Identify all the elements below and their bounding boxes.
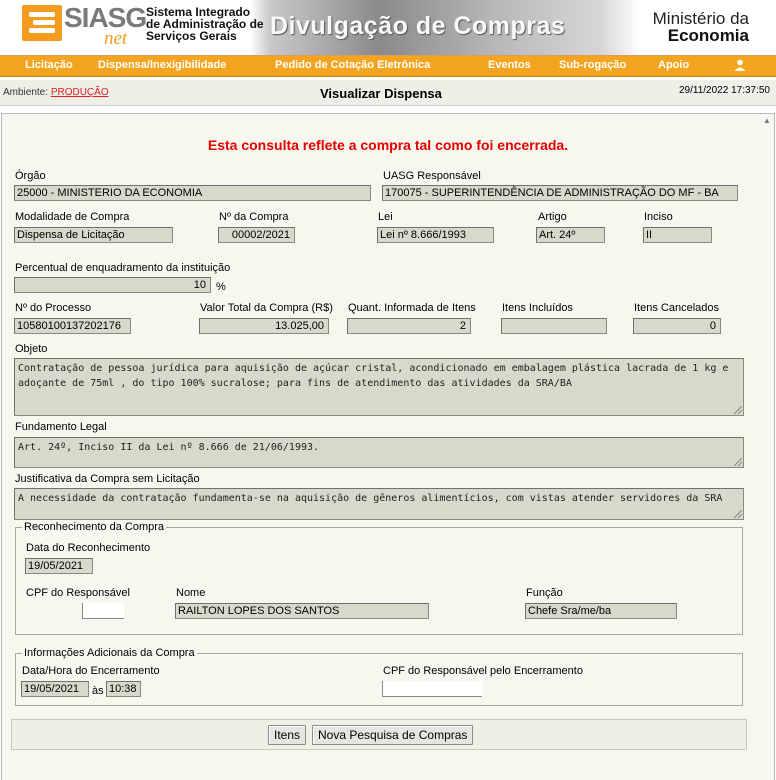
modalidade-label: Modalidade de Compra — [15, 211, 130, 223]
main-nav — [0, 56, 776, 77]
uasg-label: UASG Responsável — [383, 170, 481, 182]
datahora-encerramento-label: Data/Hora do Encerramento — [22, 665, 160, 677]
objeto-label: Objeto — [15, 343, 48, 355]
processo-label: Nº do Processo — [15, 302, 92, 314]
environment-label: Ambiente: — [3, 87, 49, 98]
as-label: às — [92, 685, 104, 697]
inciso-label: Inciso — [644, 211, 673, 223]
itens-cancelados-label: Itens Cancelados — [634, 302, 719, 314]
ministry-name-line1: Ministério da — [652, 9, 749, 28]
valor-total-field: 13.025,00 — [199, 318, 329, 334]
objeto-text: Contratação de pessoa jurídica para aquisição de açúcar cristal, acondicionado em embalagem plástica lacrada de 1 kg e adoçante de 75ml , do tipo 100% sucralose; para fins de atendimento das atividades da SRA/BA — [18, 363, 729, 389]
processo-field: 10580100137202176 — [14, 318, 131, 334]
justificativa-textarea[interactable] — [14, 488, 744, 520]
ministry-name-line2: Economia — [667, 26, 749, 45]
nav-sub-rogacao[interactable]: Sub-rogação — [559, 59, 627, 71]
nav-pedido-cotacao[interactable]: Pedido de Cotação Eletrônica — [275, 59, 431, 71]
valor-total-label: Valor Total da Compra (R$) — [200, 302, 333, 314]
lei-field: Lei nº 8.666/1993 — [377, 227, 494, 243]
cpf-encerramento-field — [382, 681, 482, 697]
percent-unit: % — [216, 281, 226, 293]
environment-indicator — [3, 87, 109, 98]
itens-incluidos-label: Itens Incluídos — [502, 302, 573, 314]
scroll-up-icon[interactable]: ▲ — [763, 116, 771, 125]
adicionais-fieldset — [15, 653, 743, 706]
itens-button[interactable]: Itens — [268, 725, 306, 745]
nav-eventos[interactable]: Eventos — [488, 59, 531, 71]
cpf-responsavel-label: CPF do Responsável — [26, 587, 130, 599]
nova-pesquisa-button[interactable]: Nova Pesquisa de Compras — [312, 725, 473, 745]
resize-grip-icon[interactable] — [734, 510, 742, 518]
inciso-field: II — [643, 227, 712, 243]
justificativa-text: A necessidade da contratação fundamenta-se na aquisição de gêneros alimentícios, com vistas atender servidores da SRA — [18, 493, 723, 504]
info-bar — [0, 80, 776, 106]
nav-licitacao[interactable]: Licitação — [25, 59, 73, 71]
resize-grip-icon[interactable] — [734, 406, 742, 414]
percentual-field: 10 — [14, 277, 211, 293]
reconhecimento-legend: Reconhecimento da Compra — [24, 521, 165, 533]
funcao-label: Função — [526, 587, 563, 599]
data-reconhecimento-field: 19/05/2021 — [25, 558, 93, 574]
quant-itens-field: 2 — [347, 318, 471, 334]
fundamento-textarea[interactable] — [14, 437, 744, 468]
logo-subtext: net — [104, 28, 128, 49]
itens-cancelados-field: 0 — [633, 318, 721, 334]
cpf-encerramento-label: CPF do Responsável pelo Encerramento — [383, 665, 583, 677]
siasg-logo-icon — [22, 5, 62, 41]
artigo-field: Art. 24º — [536, 227, 605, 243]
user-icon[interactable] — [734, 59, 746, 74]
nav-dispensa-inexigibilidade[interactable]: Dispensa/Inexigibilidade — [98, 59, 227, 71]
adicionais-legend: Informações Adicionais da Compra — [24, 647, 195, 659]
nome-label: Nome — [176, 587, 206, 599]
num-compra-label: Nº da Compra — [219, 211, 289, 223]
uasg-field: 170075 - SUPERINTENDÊNCIA DE ADMINISTRAÇÃO DO MF - BA — [382, 185, 738, 201]
data-encerramento-field: 19/05/2021 — [21, 681, 89, 697]
notice-message: Esta consulta reflete a compra tal como foi encerrada. — [207, 137, 569, 153]
quant-itens-label: Quant. Informada de Itens — [348, 302, 476, 314]
data-reconhecimento-label: Data do Reconhecimento — [26, 542, 151, 554]
lei-label: Lei — [378, 211, 393, 223]
modalidade-field: Dispensa de Licitação — [14, 227, 173, 243]
percentual-label: Percentual de enquadramento da instituição — [15, 262, 231, 274]
funcao-field: Chefe Sra/me/ba — [525, 603, 677, 619]
datetime-stamp: 29/11/2022 17:37:50 — [678, 85, 770, 96]
button-bar — [11, 719, 747, 750]
header-banner — [0, 0, 776, 56]
resize-grip-icon[interactable] — [734, 458, 742, 466]
justificativa-label: Justificativa da Compra sem Licitação — [15, 473, 200, 485]
itens-incluidos-field — [501, 318, 607, 334]
banner-title: Divulgação de Compras — [270, 12, 566, 40]
num-compra-field: 00002/2021 — [218, 227, 295, 243]
page-title: Visualizar Dispensa — [320, 86, 442, 101]
nome-field: RAILTON LOPES DOS SANTOS — [175, 603, 429, 619]
orgao-label: Órgão — [15, 170, 46, 182]
orgao-field: 25000 - MINISTERIO DA ECONOMIA — [14, 185, 371, 201]
hora-encerramento-field: 10:38 — [106, 681, 141, 697]
nav-apoio[interactable]: Apoio — [658, 59, 690, 71]
objeto-textarea[interactable] — [14, 358, 744, 416]
environment-link[interactable]: PRODUÇÃO — [50, 87, 109, 98]
logo-text: SIASG — [64, 2, 147, 33]
system-title: Sistema Integrado de Administração de Serviços Gerais — [146, 5, 264, 43]
fundamento-text: Art. 24º, Inciso II da Lei nº 8.666 de 21/06/1993. — [18, 442, 320, 453]
cpf-responsavel-field — [82, 603, 124, 619]
artigo-label: Artigo — [538, 211, 567, 223]
fundamento-label: Fundamento Legal — [15, 421, 107, 433]
